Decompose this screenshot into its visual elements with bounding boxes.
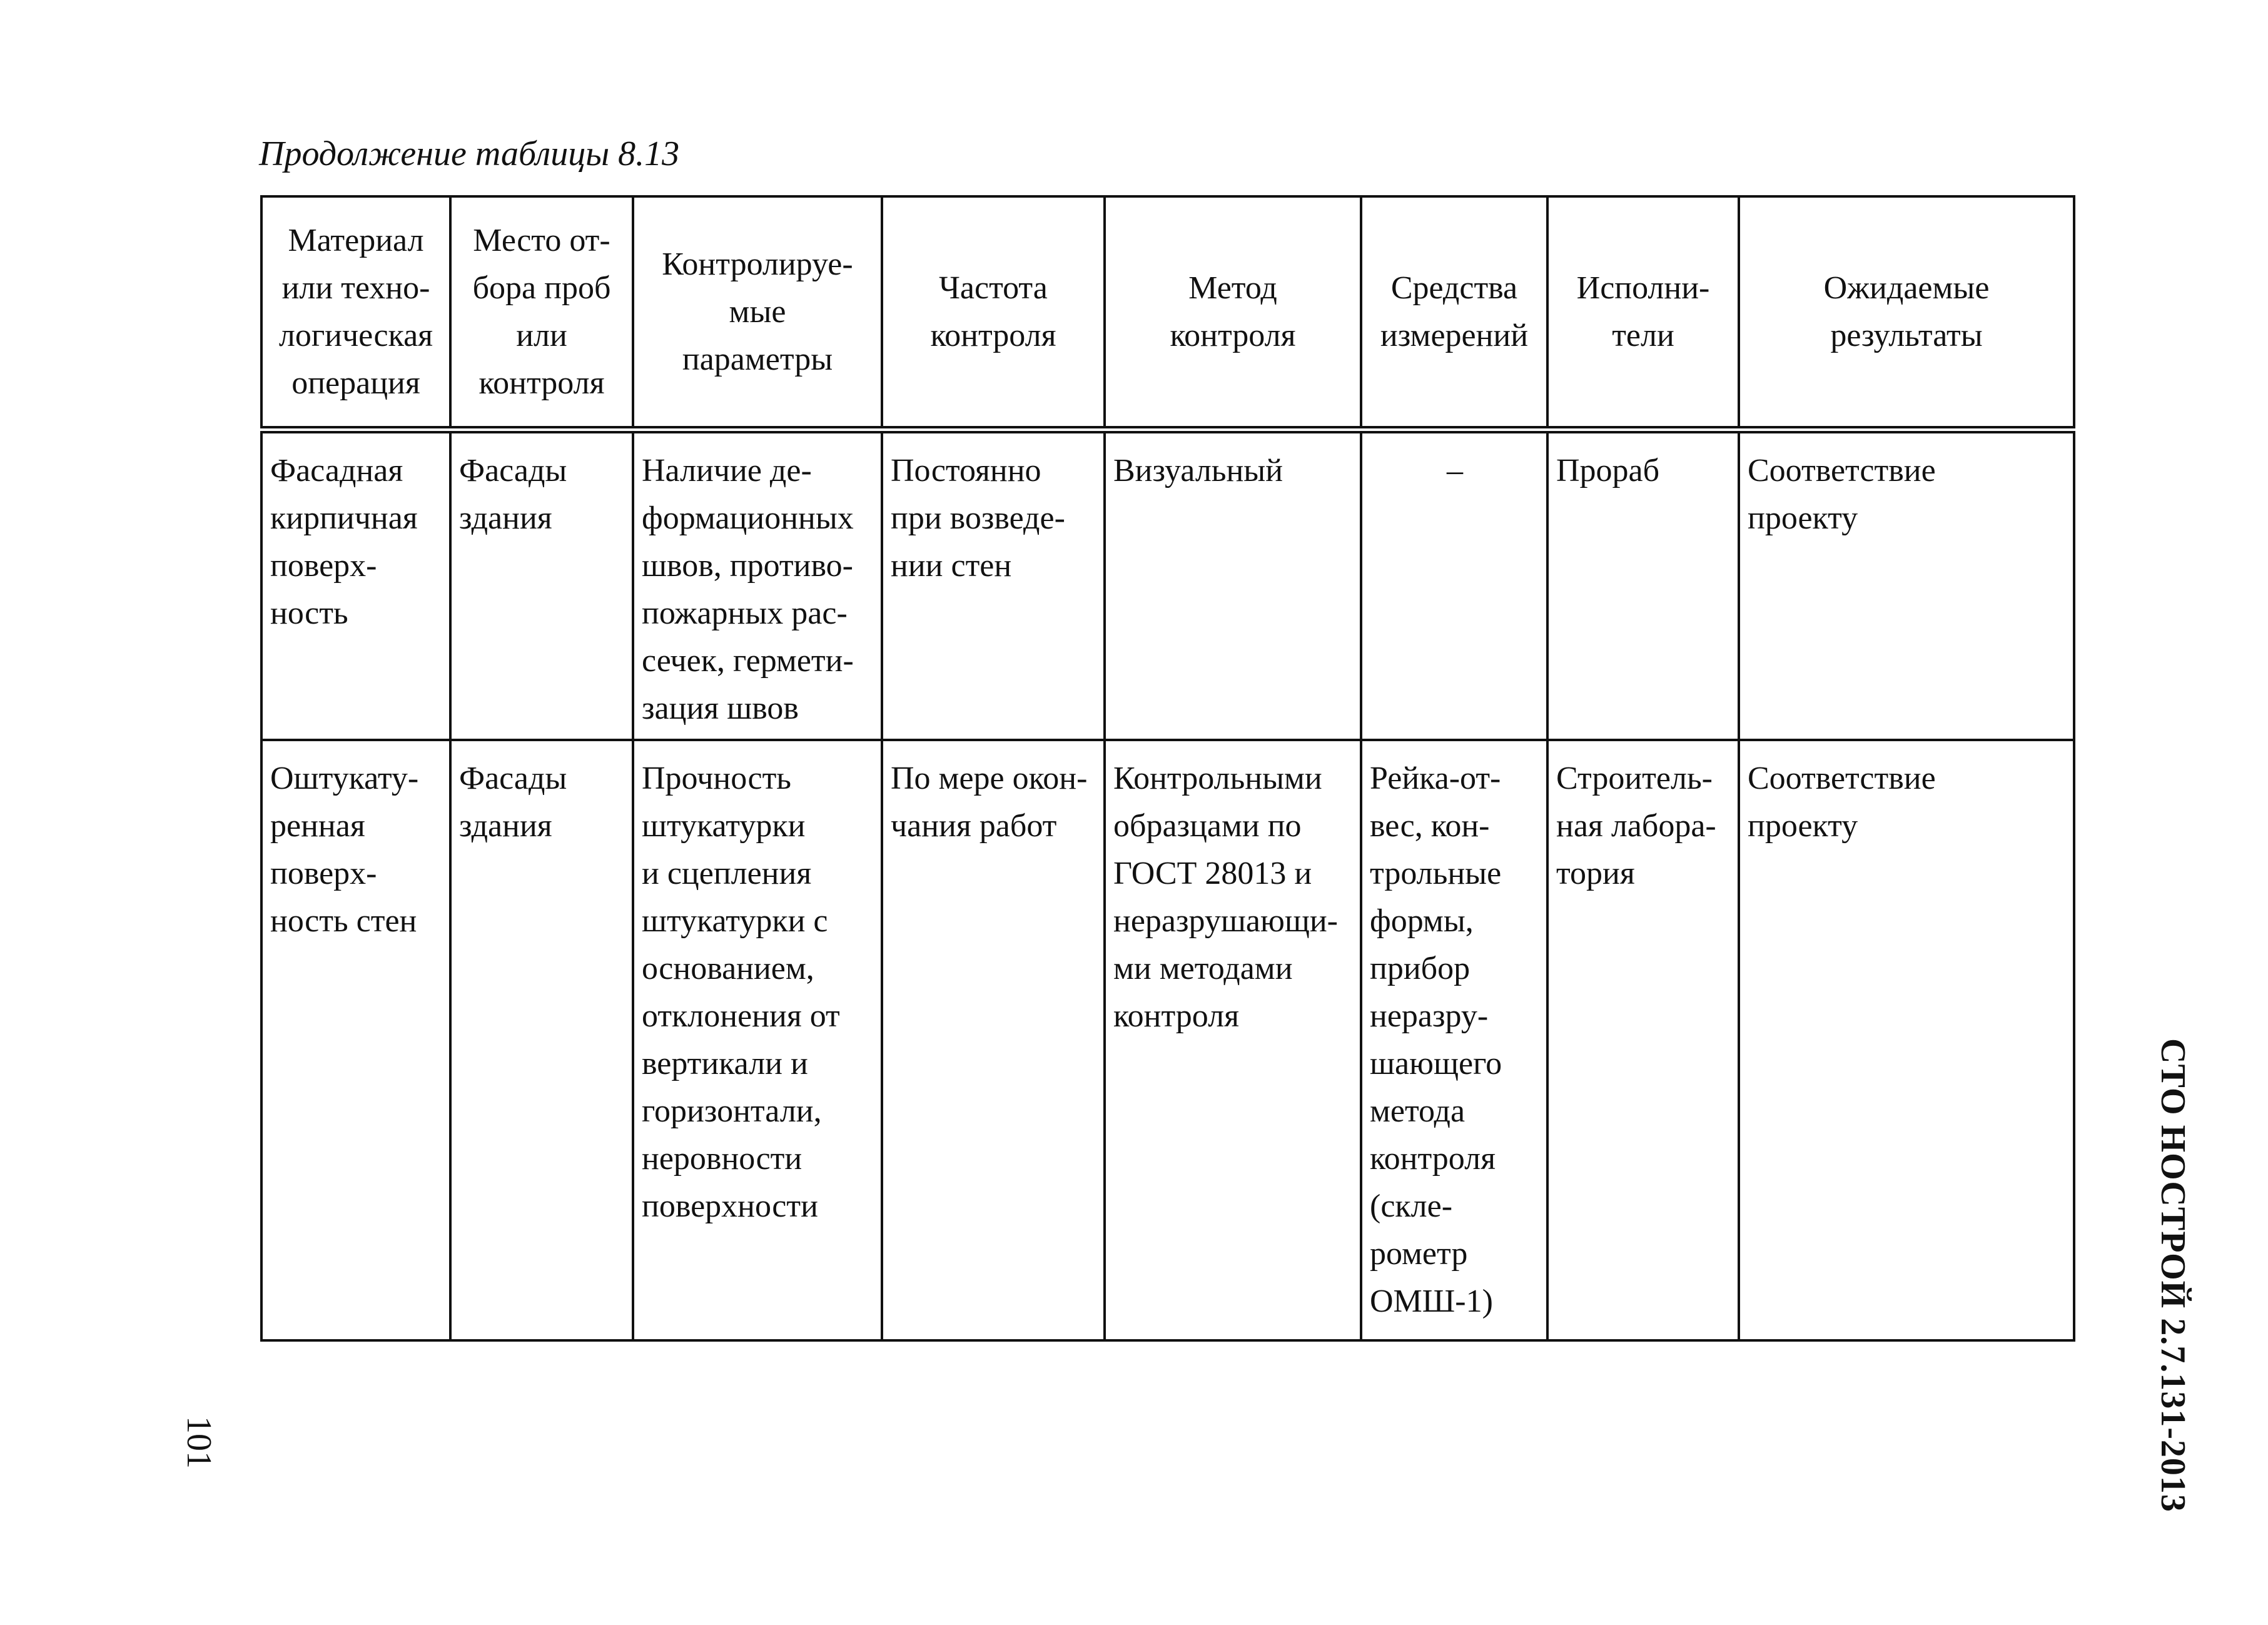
header-parameters: Контролируе- мые параметры [633, 196, 882, 430]
cell-method: Визуальный [1105, 430, 1361, 740]
cell-parameters: Прочность штукатурки и сцепления штукатурки с основанием, отклонения от вертикали и горизонтали, неровности поверхности [633, 740, 882, 1340]
header-row [261, 196, 2074, 430]
control-table [260, 195, 2075, 1342]
header-executors: Исполни- тели [1547, 196, 1739, 430]
cell-frequency: Постоянно при возведе- нии стен [882, 430, 1105, 740]
cell-instruments: Рейка-от- вес, кон- трольные формы, прибор неразру- шающего метода контроля (скле- рометр ОМШ-1) [1361, 740, 1547, 1340]
cell-instruments: – [1361, 430, 1547, 740]
header-instruments: Средства измерений [1361, 196, 1547, 430]
header-frequency: Частота контроля [882, 196, 1105, 430]
cell-parameters: Наличие де- формационных швов, противо- пожарных рас- сечек, гермети- зация швов [633, 430, 882, 740]
cell-executors: Строитель- ная лабора- тория [1547, 740, 1739, 1340]
header-results: Ожидаемые результаты [1739, 196, 2074, 430]
cell-material: Оштукату- ренная поверх- ность стен [261, 740, 450, 1340]
header-material: Материал или техно- логическая операция [261, 196, 450, 430]
table-caption: Продолжение таблицы 8.13 [259, 134, 680, 173]
header-method: Метод контроля [1105, 196, 1361, 430]
document-code: СТО НОСТРОЙ 2.7.131-2013 [2154, 1038, 2192, 1512]
table-row [261, 740, 2074, 1340]
cell-method: Контрольными образцами по ГОСТ 28013 и неразрушающи- ми методами контроля [1105, 740, 1361, 1340]
header-sampling-place: Место от- бора проб или контроля [450, 196, 633, 430]
cell-executors: Прораб [1547, 430, 1739, 740]
cell-sampling-place: Фасады здания [450, 430, 633, 740]
cell-results: Соответствие проекту [1739, 430, 2074, 740]
cell-results: Соответствие проекту [1739, 740, 2074, 1340]
cell-frequency: По мере окон- чания работ [882, 740, 1105, 1340]
cell-material: Фасадная кирпичная поверх- ность [261, 430, 450, 740]
page-number: 101 [180, 1416, 218, 1469]
table-row [261, 430, 2074, 740]
cell-sampling-place: Фасады здания [450, 740, 633, 1340]
